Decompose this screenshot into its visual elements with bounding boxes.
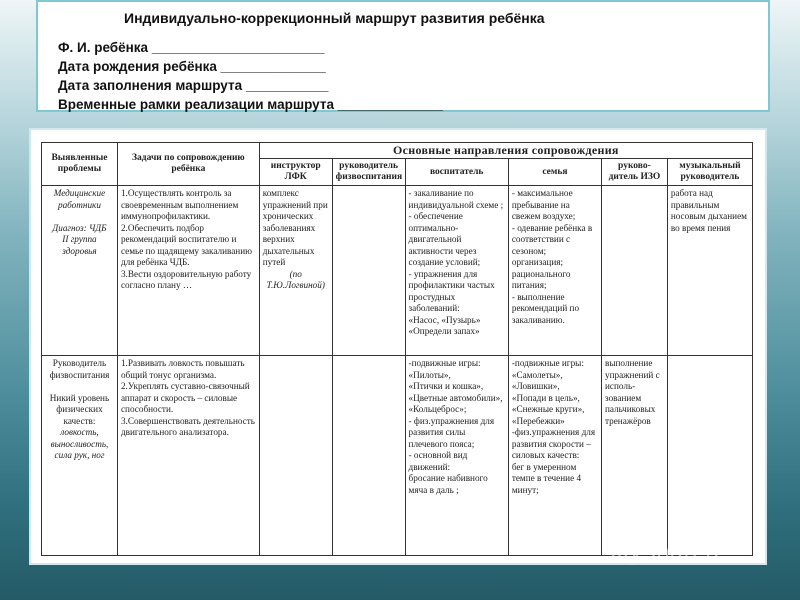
col-music-header: музыкальный руководитель: [667, 159, 752, 186]
main-directions-header: Основные направления сопровождения: [259, 143, 752, 159]
col-izo-header: руково-дитель ИЗО: [602, 159, 668, 186]
row1-family: - максимальное пребывание на свежем воздухе; - одевание ребёнка в соответствии с сезоном; организация; рационального питания; - выполнение рекомендаций по закаливанию.: [508, 186, 601, 356]
row2-problems: Руководитель физвоспитания Никий уровень физических качеств: ловкость, выносливость, сила рук, ног: [42, 356, 118, 556]
row2-izo: выполнение упражнений с исполь-зованием пальчиковых тренажёров: [602, 356, 668, 556]
child-name-field: Ф. И. ребёнка _______________________: [58, 40, 325, 55]
row1-izo: [602, 186, 668, 356]
col-problems-header: Выявленные проблемы: [42, 143, 118, 186]
col-fiz-header: руководитель физвоспитания: [332, 159, 405, 186]
row2-fiz: [332, 356, 405, 556]
row1-lfk: комплекс упражнений при хронических заболеваниях верхних дыхательных путей (по Т.Ю.Логвиной): [259, 186, 332, 356]
header-panel: [36, 0, 770, 112]
col-vosp-header: воспитатель: [405, 159, 508, 186]
time-frame-field: Временные рамки реализации маршрута ______________: [58, 97, 443, 112]
page-title: Индивидуально-коррекционный маршрут развития ребёнка: [124, 10, 545, 26]
row1-tasks: 1.Осуществлять контроль за своевременным выполнением иммунопрофилактики. 2.Обеспечить подбор рекомендаций воспитателю и семье по щадящему закаливанию для ребёнка ЧДБ. 3.Вести оздоровительную работу согласно плану …: [117, 186, 259, 356]
col-lfk-header: инструктор ЛФК: [259, 159, 332, 186]
fill-date-field: Дата заполнения маршрута ___________: [58, 78, 329, 93]
row2-family: -подвижные игры: «Самолеты», «Ловишки», «Попади в цель», «Снежные круги», «Перебежки» -физ.упражнения для развития скорости – силовых качеств: бег в умеренном темпе в течение 4 минут;: [508, 356, 601, 556]
watermark-logo: MyShared: [610, 540, 720, 565]
route-table-panel: [29, 128, 767, 565]
child-info-fields: [58, 38, 443, 114]
table-row: [42, 186, 753, 356]
row2-vosp: -подвижные игры: «Пилоты», «Птички и кошка», «Цветные автомобили», «Кольцеброс»; - физ.упражнения для развития силы плечевого пояса; - основной вид движений: бросание набивного мяча в даль ;: [405, 356, 508, 556]
row1-music: работа над правильным носовым дыханием во время пения: [667, 186, 752, 356]
row2-music: [667, 356, 752, 556]
table-row: [42, 356, 753, 556]
route-table: [41, 142, 753, 556]
row1-problems: Медицинские работники Диагноз: ЧДБ II группа здоровья: [42, 186, 118, 356]
row2-tasks: 1.Развивать ловкость повышать общий тонус организма. 2.Укреплять суставно-связочный аппарат и скорость – силовые способности. 3.Совершенствовать деятельность двигательного анализатора.: [117, 356, 259, 556]
row1-vosp: - закаливание по индивидуальной схеме ; - обеспечение оптимально-двигательной активности через создание условий; - упражнения для профилактики частых простудных заболеваний: «Насос, «Пузырь» «Определи запах»: [405, 186, 508, 356]
row1-fiz: [332, 186, 405, 356]
birth-date-field: Дата рождения ребёнка ______________: [58, 59, 326, 74]
col-tasks-header: Задачи по сопровождению ребёнка: [117, 143, 259, 186]
col-family-header: семья: [508, 159, 601, 186]
row2-lfk: [259, 356, 332, 556]
